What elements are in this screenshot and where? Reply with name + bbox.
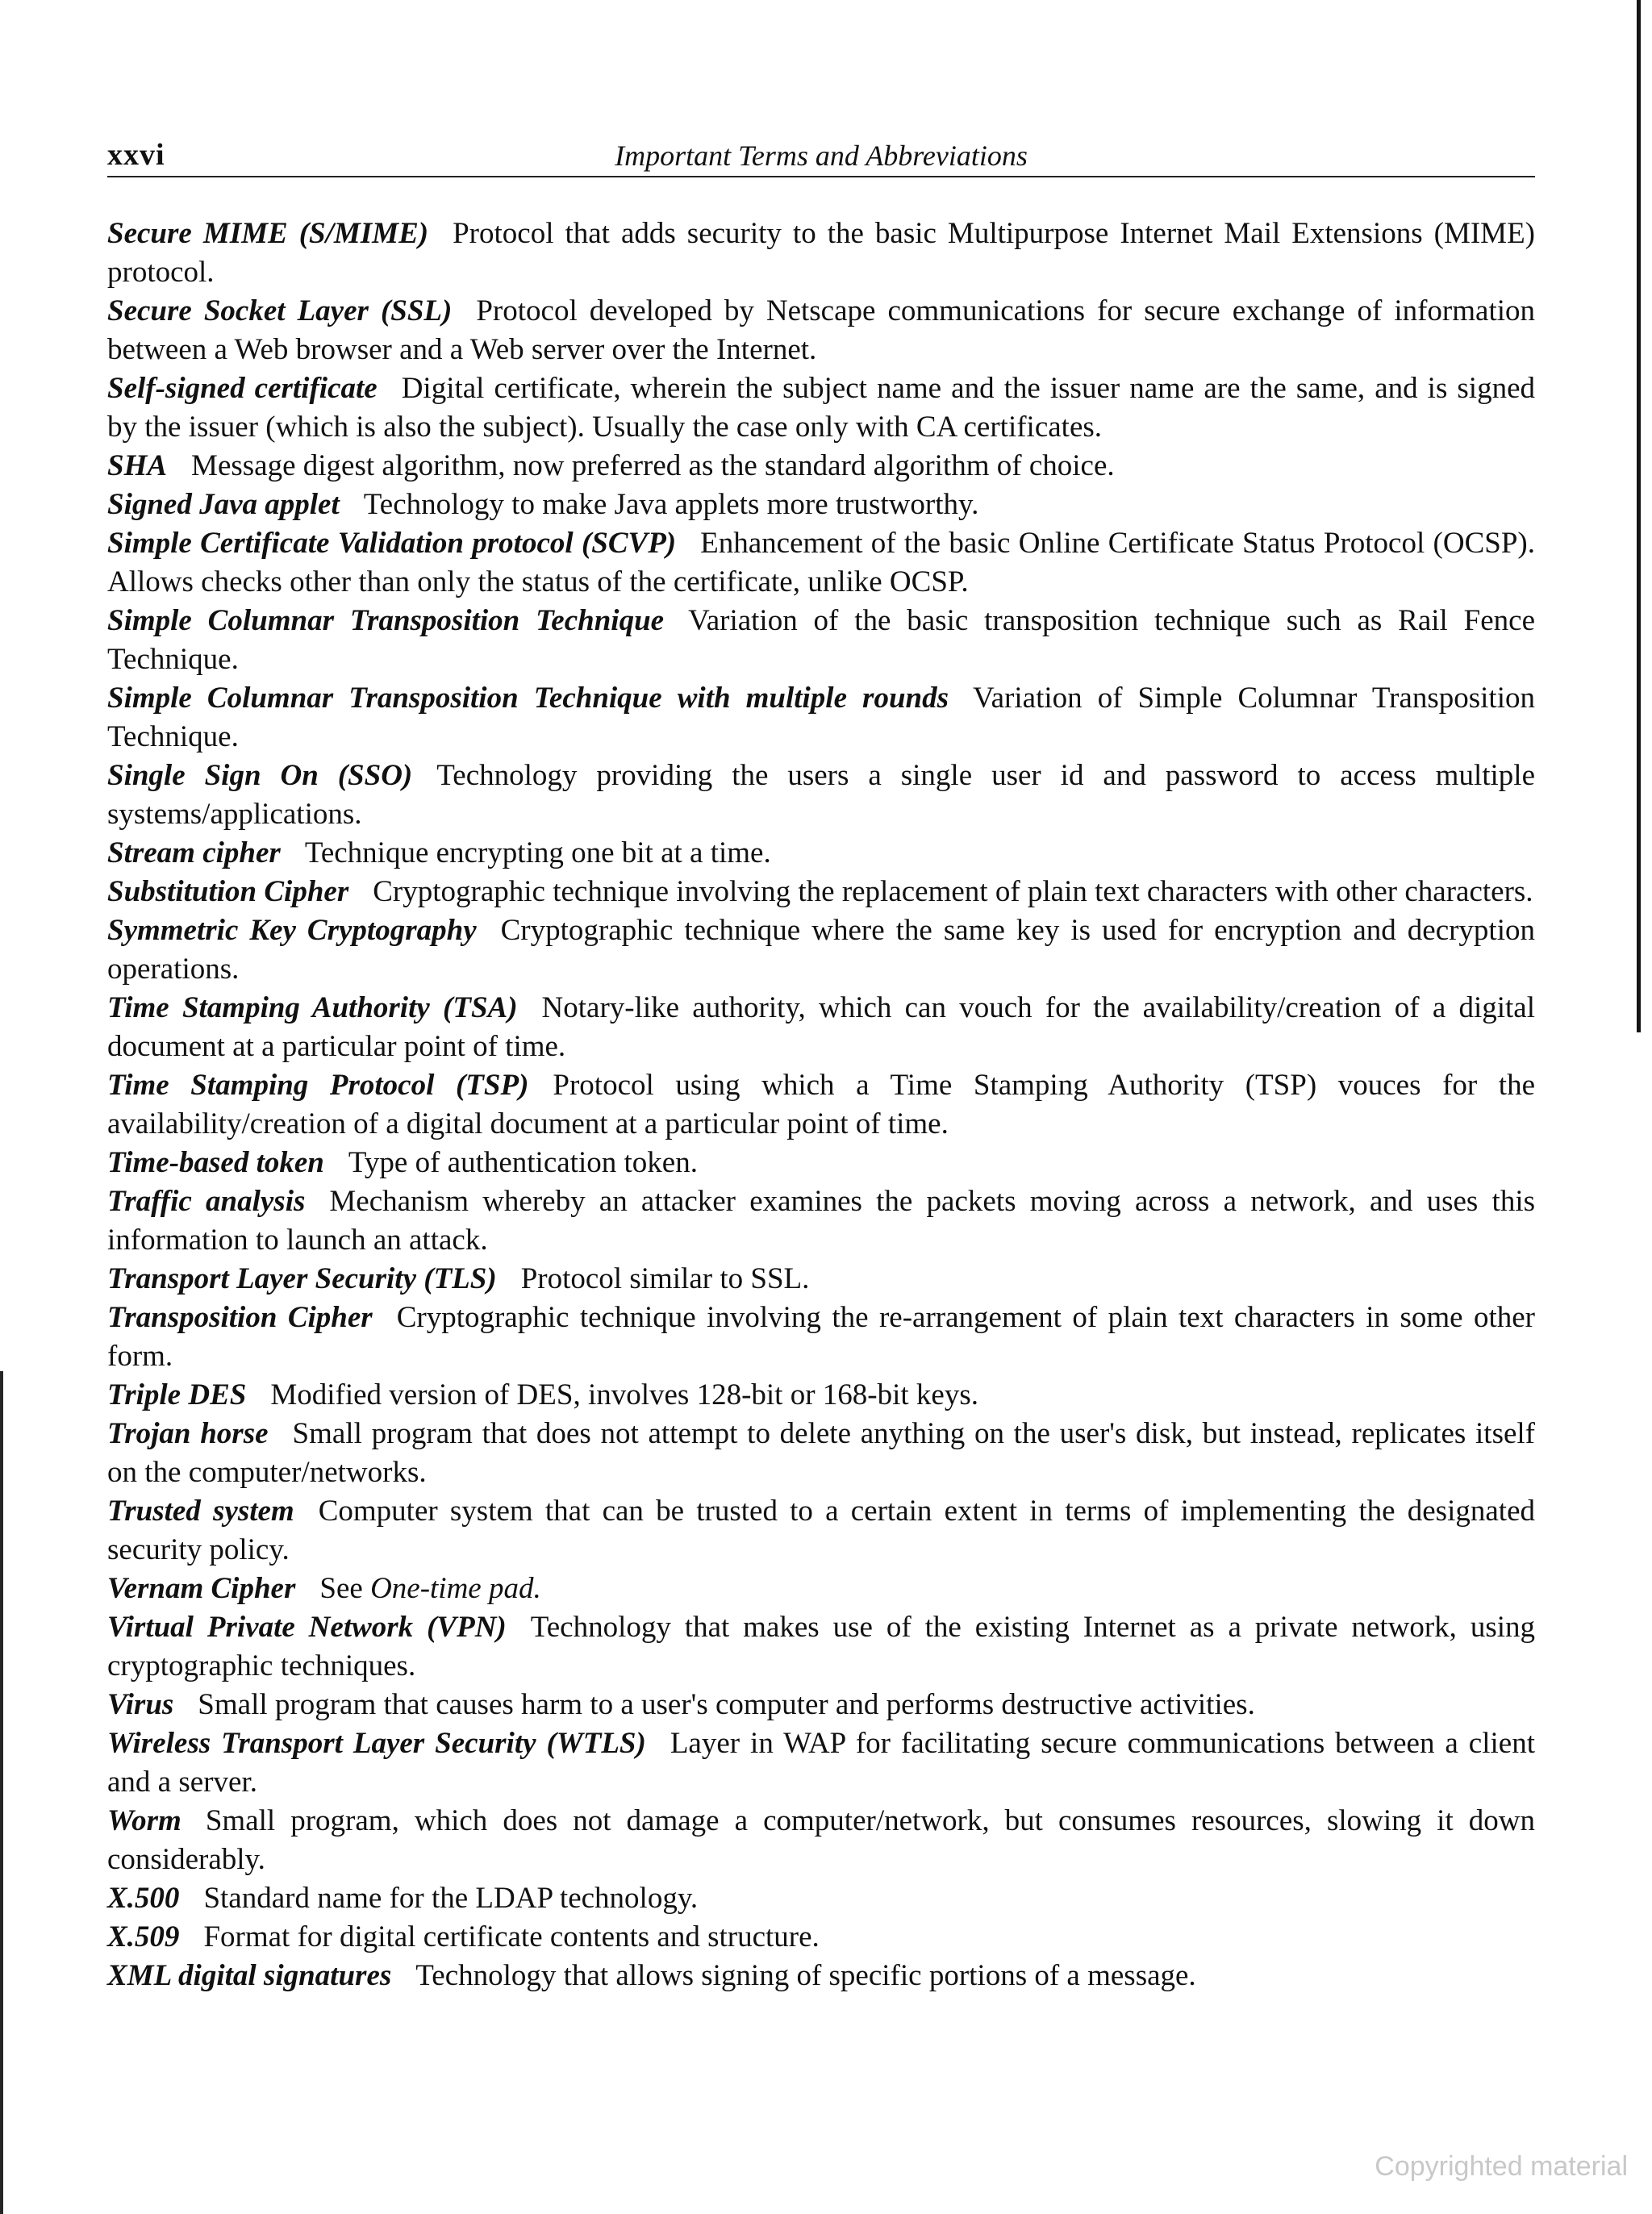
- glossary-definition: Technology to make Java applets more trustworthy.: [363, 488, 979, 521]
- page-number: xxvi: [107, 138, 165, 172]
- running-title: Important Terms and Abbreviations: [615, 140, 1028, 172]
- glossary-definition: Small program, which does not damage a computer/network, but consumes resources, slowing it down considerably.: [107, 1804, 1535, 1876]
- glossary-definition: Protocol similar to SSL.: [520, 1262, 810, 1295]
- glossary-entry: [107, 1299, 1535, 1376]
- glossary-definition: Protocol using which a Time Stamping Authority (TSP) vouces for the availability/creation of a digital document at a particular point of time.: [107, 1069, 1536, 1140]
- glossary-term: Time Stamping Protocol (TSP): [107, 1069, 529, 1102]
- glossary-entry: [107, 1724, 1535, 1802]
- glossary-entry: [107, 1918, 1535, 1957]
- glossary-entry: [107, 1376, 1535, 1415]
- glossary-term: Trojan horse: [107, 1417, 269, 1450]
- glossary-definition: Cryptographic technique involving the replacement of plain text characters with other characters.: [373, 875, 1533, 908]
- glossary-definition: Standard name for the LDAP technology.: [203, 1882, 699, 1915]
- scan-edge-right: [1637, 0, 1641, 1032]
- glossary-definition: Notary-like authority, which can vouch for the availability/creation of a digital document at a particular point of time.: [107, 991, 1536, 1063]
- glossary-term: Transport Layer Security (TLS): [107, 1262, 497, 1295]
- page-header: [107, 136, 1535, 177]
- glossary-definition: Technology that makes use of the existing Internet as a private network, using cryptographic techniques.: [107, 1611, 1536, 1682]
- glossary-entry: [107, 369, 1535, 447]
- glossary-definition: Mechanism whereby an attacker examines the packets moving across a network, and uses this information to launch an attack.: [107, 1185, 1535, 1257]
- glossary-entry: [107, 447, 1535, 486]
- glossary-term: Time-based token: [107, 1146, 324, 1179]
- glossary-entry: [107, 834, 1535, 873]
- glossary-entry: [107, 1260, 1535, 1299]
- glossary-term: Wireless Transport Layer Security (WTLS): [107, 1727, 646, 1760]
- glossary-term: Simple Columnar Transposition Technique: [107, 604, 665, 637]
- glossary-definition: Small program that causes harm to a user's computer and performs destructive activities.: [198, 1688, 1255, 1721]
- glossary-definition: Modified version of DES, involves 128-bit or 168-bit keys.: [270, 1378, 978, 1411]
- glossary-definition: Computer system that can be trusted to a certain extent in terms of implementing the designated security policy.: [107, 1495, 1535, 1566]
- glossary-entry: [107, 1066, 1535, 1144]
- glossary-entry: [107, 1570, 1535, 1608]
- glossary-term: SHA: [107, 449, 168, 482]
- glossary-entry: [107, 1802, 1535, 1879]
- glossary-term: XML digital signatures: [107, 1959, 392, 1992]
- glossary-entry: [107, 1608, 1535, 1686]
- glossary-term: Time Stamping Authority (TSA): [107, 991, 518, 1024]
- glossary-term: Virus: [107, 1688, 174, 1721]
- glossary-definition: Message digest algorithm, now preferred as the standard algorithm of choice.: [191, 449, 1115, 482]
- glossary-term: Traffic analysis: [107, 1185, 306, 1218]
- copyright-watermark: Copyrighted material: [1375, 2151, 1628, 2182]
- glossary-entry: [107, 911, 1535, 989]
- glossary-entry: [107, 486, 1535, 524]
- glossary-entry: [107, 1492, 1535, 1570]
- glossary-term: X.509: [107, 1920, 180, 1953]
- glossary-term: Symmetric Key Cryptography: [107, 914, 477, 947]
- glossary-definition: Technology providing the users a single user id and password to access multiple systems/applications.: [107, 759, 1536, 831]
- glossary-entry: [107, 215, 1535, 292]
- glossary-term: Worm: [107, 1804, 181, 1837]
- glossary-term: Transposition Cipher: [107, 1301, 373, 1334]
- glossary-entry: [107, 1415, 1535, 1492]
- glossary-definition: Technique encrypting one bit at a time.: [304, 836, 771, 869]
- glossary-list: [107, 215, 1535, 1995]
- glossary-term: Simple Certificate Validation protocol (SCVP): [107, 527, 677, 560]
- glossary-term: Substitution Cipher: [107, 875, 349, 908]
- glossary-definition: Variation of the basic transposition technique such as Rail Fence Technique.: [107, 604, 1535, 676]
- glossary-entry: [107, 292, 1535, 369]
- glossary-entry: [107, 757, 1535, 834]
- glossary-term: Triple DES: [107, 1378, 247, 1411]
- glossary-definition: Protocol developed by Netscape communications for secure exchange of information between a Web browser and a Web server over the Internet.: [107, 294, 1535, 366]
- glossary-entry: [107, 1686, 1535, 1724]
- glossary-entry: [107, 1182, 1535, 1260]
- glossary-entry: [107, 1957, 1535, 1995]
- scan-edge-left: [0, 1371, 3, 2214]
- glossary-term: Signed Java applet: [107, 488, 340, 521]
- glossary-definition: Small program that does not attempt to delete anything on the user's disk, but instead, replicates itself on the computer/networks.: [107, 1417, 1535, 1489]
- glossary-definition: Enhancement of the basic Online Certificate Status Protocol (OCSP). Allows checks other than only the status of the certificate, unlike OCSP.: [107, 527, 1535, 598]
- glossary-term: X.500: [107, 1882, 180, 1915]
- glossary-definition: Cryptographic technique involving the re-arrangement of plain text characters in some other form.: [107, 1301, 1535, 1373]
- glossary-definition: Protocol that adds security to the basic Multipurpose Internet Mail Extensions (MIME) protocol.: [107, 217, 1535, 289]
- glossary-entry: [107, 679, 1535, 757]
- glossary-definition: Digital certificate, wherein the subject name and the issuer name are the same, and is signed by the issuer (which is also the subject). Usually the case only with CA certificates.: [107, 372, 1535, 444]
- glossary-term: Secure MIME (S/MIME): [107, 217, 429, 250]
- glossary-definition: Format for digital certificate contents and structure.: [203, 1920, 820, 1953]
- glossary-definition: Layer in WAP for facilitating secure communications between a client and a server.: [107, 1727, 1535, 1799]
- glossary-definition: Type of authentication token.: [348, 1146, 698, 1179]
- glossary-definition: Technology that allows signing of specific portions of a message.: [415, 1959, 1196, 1992]
- glossary-entry: [107, 524, 1535, 602]
- glossary-term: Vernam Cipher: [107, 1572, 296, 1605]
- glossary-term: Self-signed certificate: [107, 372, 378, 405]
- glossary-entry: [107, 1144, 1535, 1182]
- glossary-term: Virtual Private Network (VPN): [107, 1611, 507, 1644]
- glossary-entry: [107, 602, 1535, 679]
- glossary-entry: [107, 873, 1535, 911]
- glossary-definition: See: [319, 1572, 363, 1605]
- glossary-term: Secure Socket Layer (SSL): [107, 294, 453, 327]
- glossary-term: Simple Columnar Transposition Technique with multiple rounds: [107, 682, 949, 715]
- glossary-cross-reference: One-time pad.: [370, 1572, 541, 1605]
- glossary-definition: Cryptographic technique where the same key is used for encryption and decryption operations.: [107, 914, 1535, 986]
- glossary-term: Trusted system: [107, 1495, 294, 1528]
- glossary-term: Single Sign On (SSO): [107, 759, 413, 792]
- glossary-term: Stream cipher: [107, 836, 281, 869]
- glossary-entry: [107, 989, 1535, 1066]
- glossary-entry: [107, 1879, 1535, 1918]
- glossary-definition: Variation of Simple Columnar Transposition Technique.: [107, 682, 1535, 753]
